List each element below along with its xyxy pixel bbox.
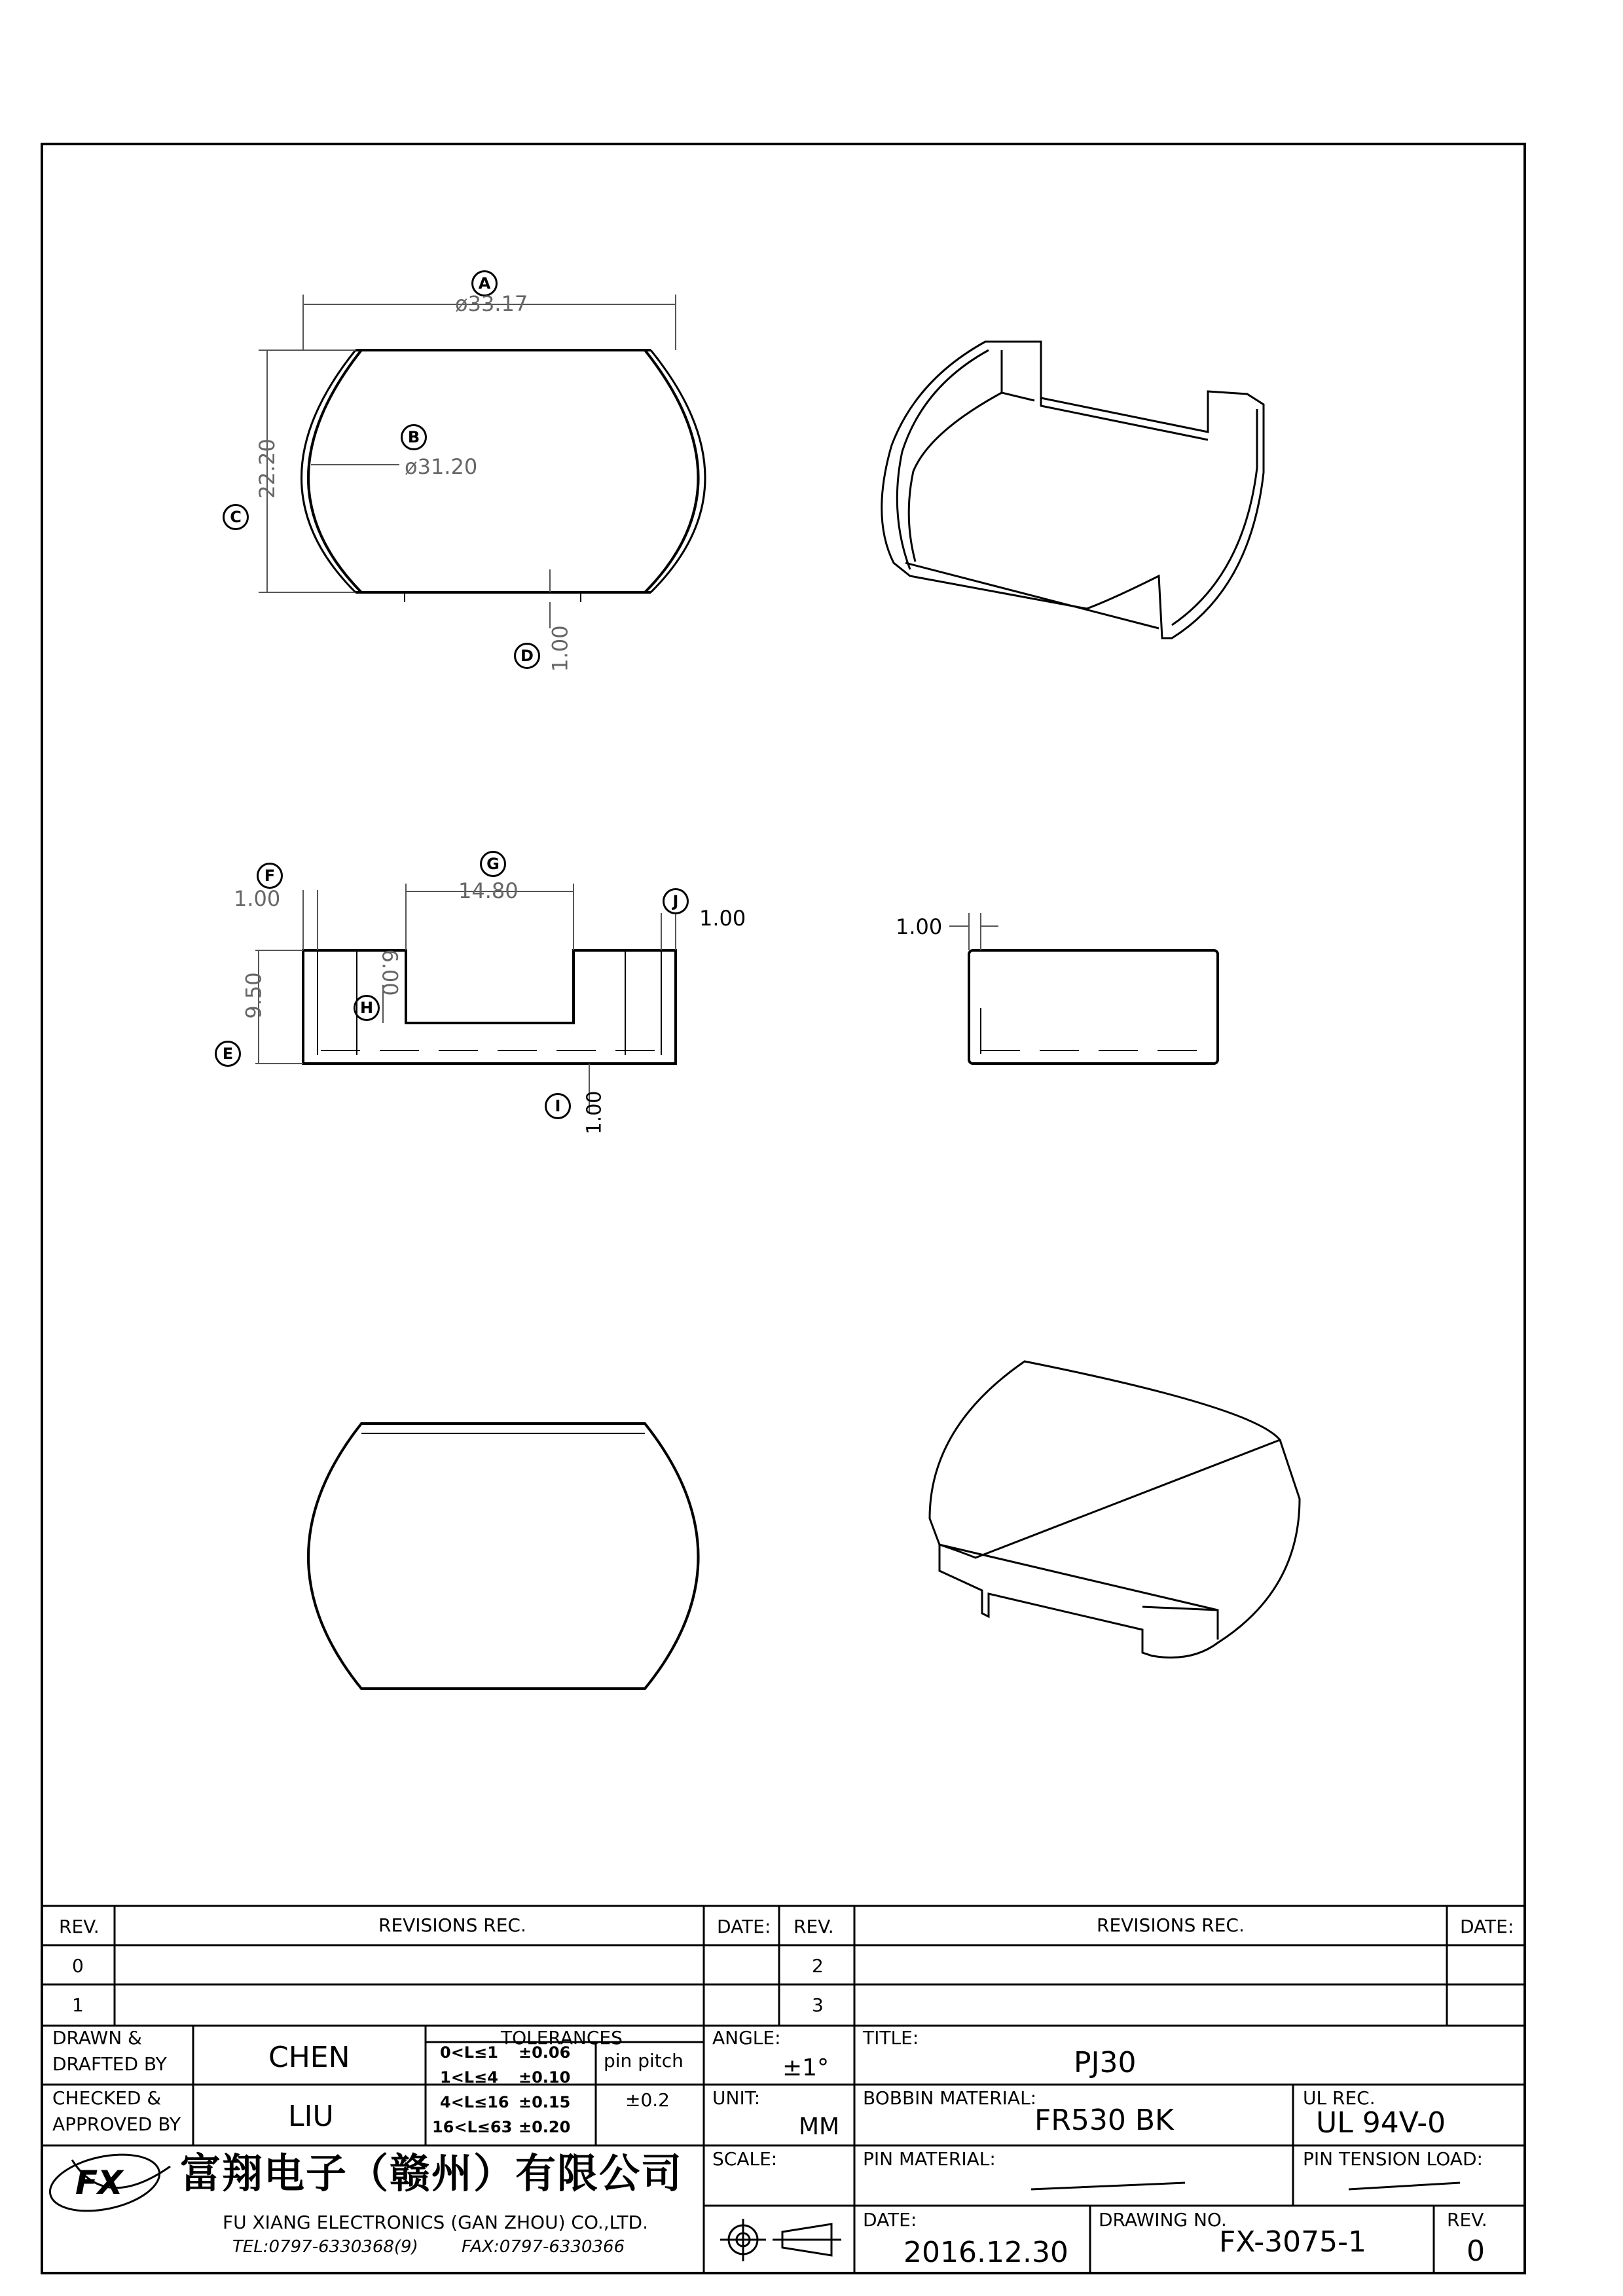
dim-j: 1.00: [699, 906, 746, 931]
iso-view-closed: [930, 1361, 1300, 1658]
dim-f: 1.00: [234, 886, 281, 911]
pin-pitch-label: pin pitch: [604, 2050, 684, 2072]
callout-f: F: [257, 863, 283, 889]
rev-row-1: 1: [72, 1994, 84, 2016]
ul-rec-label: UL REC.: [1303, 2087, 1376, 2109]
rev-header-right: REV.: [793, 1916, 834, 1937]
ul-rec-value: UL 94V-0: [1316, 2106, 1446, 2140]
bottom-view: [308, 1424, 699, 1689]
title-value: PJ30: [1074, 2046, 1137, 2079]
date-value: 2016.12.30: [903, 2236, 1068, 2269]
rev-row-0: 0: [72, 1955, 84, 1977]
callout-h: H: [354, 995, 380, 1021]
tol-range-0: 0<L≤1: [440, 2043, 498, 2062]
top-view: [302, 350, 706, 602]
tol-value-0: ±0.06: [519, 2043, 571, 2062]
drawing-no-label: DRAWING NO.: [1099, 2209, 1227, 2231]
dim-g: 14.80: [458, 878, 519, 903]
pin-pitch-value: ±0.2: [625, 2089, 670, 2111]
tol-value-1: ±0.10: [519, 2068, 571, 2087]
dim-side-wall: 1.00: [896, 914, 943, 939]
approved-by-value: LIU: [288, 2100, 334, 2133]
drawn-by-value: CHEN: [268, 2041, 350, 2074]
tolerances-title: TOLERANCES: [501, 2027, 623, 2049]
tol-value-2: ±0.15: [519, 2093, 571, 2111]
angle-label: ANGLE:: [712, 2027, 781, 2049]
callout-e: E: [215, 1041, 241, 1067]
scale-label: SCALE:: [712, 2148, 778, 2170]
callout-d: D: [514, 643, 540, 669]
callout-j: J: [663, 888, 689, 914]
dim-c: 22.20: [254, 439, 280, 499]
callout-b: B: [401, 424, 427, 450]
pin-tension-label: PIN TENSION LOAD:: [1303, 2148, 1483, 2170]
rev-header: REV.: [59, 1916, 100, 1937]
date-label: DATE:: [863, 2209, 917, 2231]
rev-label: REV.: [1447, 2209, 1487, 2231]
callout-c: C: [223, 504, 249, 530]
tol-range-1: 1<L≤4: [440, 2068, 498, 2087]
pin-material-label: PIN MATERIAL:: [863, 2148, 996, 2170]
unit-label: UNIT:: [712, 2087, 761, 2109]
company-name-en: FU XIANG ELECTRONICS (GAN ZHOU) CO.,LTD.: [223, 2212, 648, 2233]
tol-range-2: 4<L≤16: [440, 2093, 509, 2111]
drawn-label-2: DRAFTED BY: [52, 2053, 167, 2075]
rev-row-3: 3: [812, 1994, 824, 2016]
company-fax: FAX:0797-6330366: [462, 2237, 625, 2257]
dim-a: ø33.17: [455, 291, 528, 316]
side-view: [969, 950, 1218, 1064]
checked-label-1: CHECKED &: [52, 2087, 162, 2109]
revisions-header: REVISIONS REC.: [378, 1914, 526, 1936]
dim-i: 1.00: [583, 1090, 606, 1135]
angle-value: ±1°: [782, 2054, 830, 2081]
company-tel: TEL:0797-6330368(9): [232, 2237, 418, 2257]
rev-value: 0: [1467, 2234, 1485, 2268]
date-header-right: DATE:: [1460, 1916, 1514, 1937]
callout-g: G: [480, 851, 506, 877]
rev-row-2: 2: [812, 1955, 824, 1977]
date-header: DATE:: [717, 1916, 771, 1937]
bobbin-material-label: BOBBIN MATERIAL:: [863, 2087, 1037, 2109]
revisions-header-right: REVISIONS REC.: [1097, 1914, 1245, 1936]
drawing-no-value: FX-3075-1: [1219, 2225, 1366, 2259]
bobbin-material-value: FR530 BK: [1034, 2104, 1174, 2137]
dim-e: 9.50: [241, 972, 266, 1019]
dim-d: 1.00: [547, 625, 573, 672]
tol-range-3: 16<L≤63: [432, 2118, 513, 2136]
callout-i: I: [545, 1093, 571, 1119]
checked-label-2: APPROVED BY: [52, 2113, 181, 2135]
tol-value-3: ±0.20: [519, 2118, 571, 2136]
logo-text: FX: [75, 2164, 123, 2202]
title-label: TITLE:: [863, 2027, 919, 2049]
dim-b: ø31.20: [405, 454, 478, 479]
drawn-label-1: DRAWN &: [52, 2027, 142, 2049]
dim-h: 6.00: [377, 949, 403, 996]
callout-a: A: [471, 270, 498, 296]
unit-value: MM: [799, 2113, 840, 2140]
iso-view-open: [882, 342, 1264, 638]
company-name-cn: 富翔电子（赣州）有限公司: [180, 2149, 684, 2197]
